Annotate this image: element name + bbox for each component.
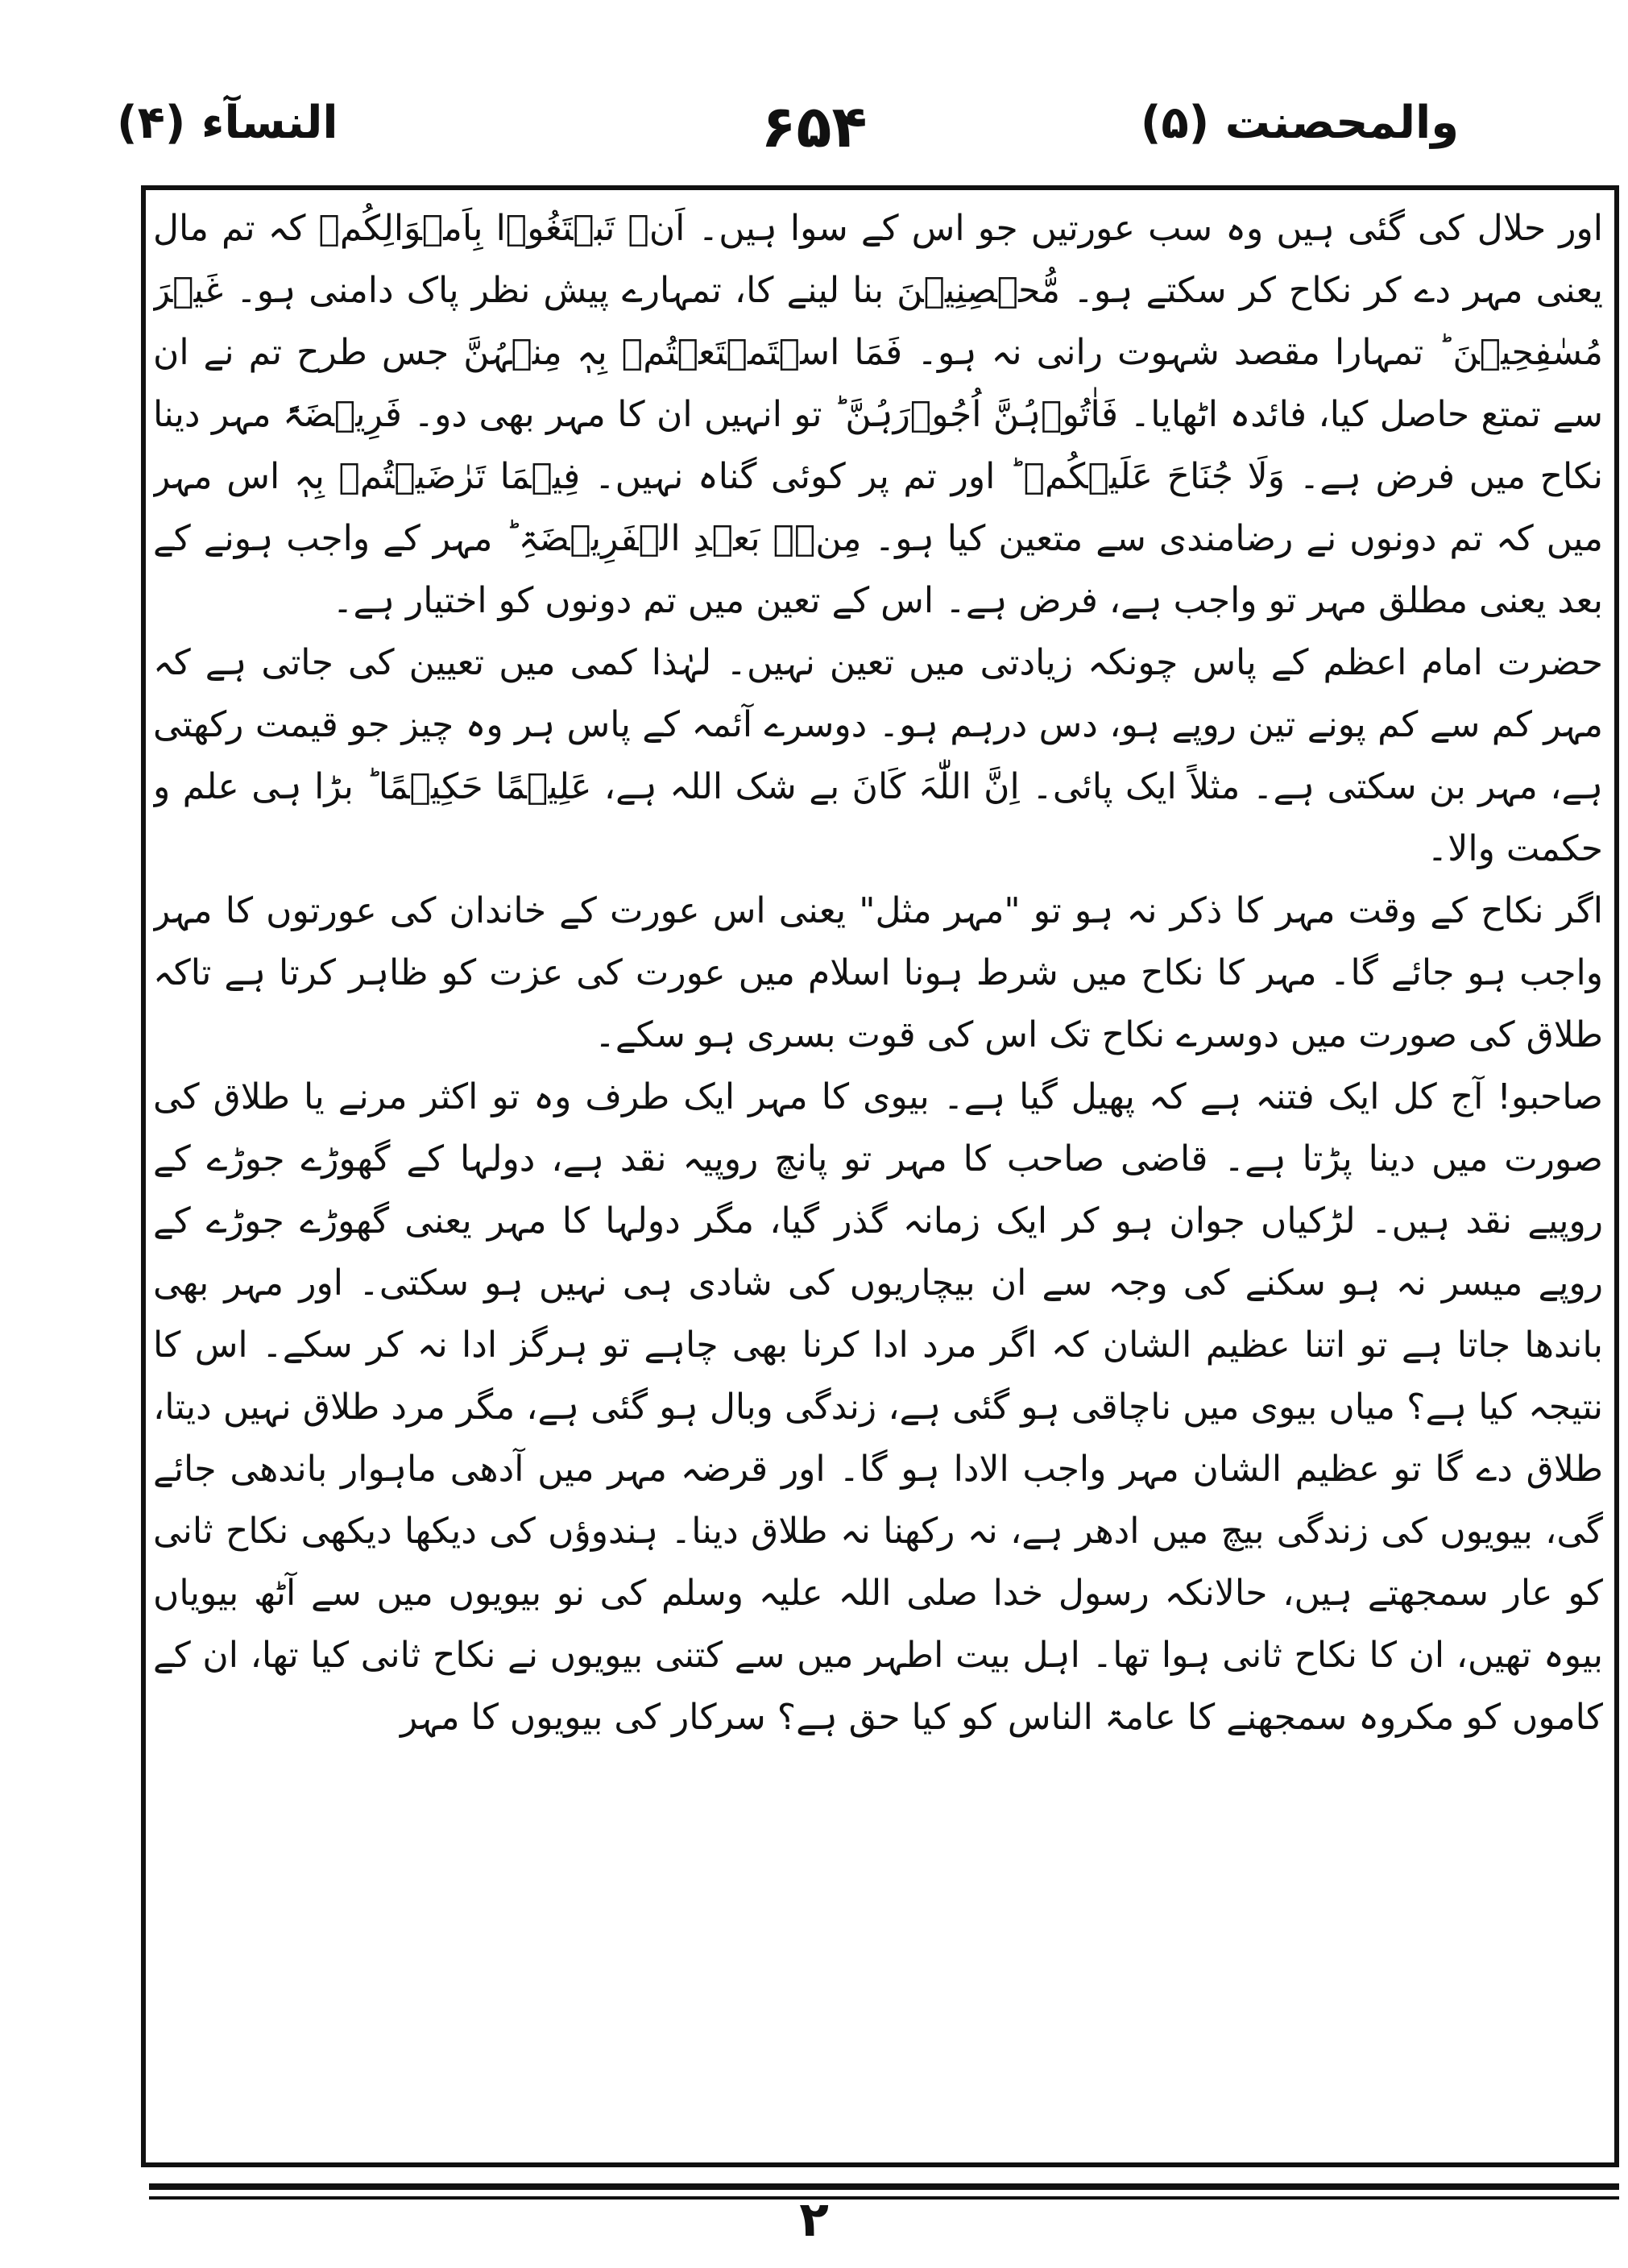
footer-mark: ۲ <box>799 2191 829 2248</box>
paragraph-1: اور حلال کی گئی ہیں وہ سب عورتیں جو اس کے سوا ہیں۔ اَنۡ تَبۡتَغُوۡا بِاَمۡوَالِکُمۡ کہ تم مال یعنی مہر دے کر نکاح کر سکتے ہو۔ مُّحۡصِنِیۡنَ بنا لینے کا، تمہارے پیش نظر پاک دامنی ہو۔ غَیۡرَ مُسٰفِحِیۡنَ ؕ تمہارا مقصد شہوت رانی نہ ہو۔ فَمَا اسۡتَمۡتَعۡتُمۡ بِہٖ مِنۡہُنَّ جس طرح تم نے ان سے تمتع حاصل کیا، فائدہ اٹھایا۔ فَاٰتُوۡہُنَّ اُجُوۡرَہُنَّ ؕ تو انہیں ان کا مہر بھی دو۔ فَرِیۡضَۃً مہر دینا نکاح میں فرض ہے۔ وَلَا جُنَاحَ عَلَیۡکُمۡ ؕ اور تم پر کوئی گناہ نہیں۔ فِیۡمَا تَرٰضَیۡتُمۡ بِہٖ اس مہر میں کہ تم دونوں نے رضامندی سے متعین کیا ہو۔ مِنۡۢ بَعۡدِ الۡفَرِیۡضَۃِ ؕ مہر کے واجب ہونے کے بعد یعنی مطلق مہر تو واجب ہے، فرض ہے۔ اس کے تعین میں تم دونوں کو اختیار ہے۔ <box>153 208 1603 621</box>
paragraph-3: اگر نکاح کے وقت مہر کا ذکر نہ ہو تو "مہر مثل" یعنی اس عورت کے خاندان کی عورتوں کا مہر واجب ہو جائے گا۔ مہر کا نکاح میں شرط ہونا اسلام میں عورت کی عزت کو ظاہر کرتا ہے تاکہ طلاق کی صورت میں دوسرے نکاح تک اس کی قوت بسری ہو سکے۔ <box>153 890 1603 1055</box>
header-surah-name: النسآء (۴) <box>117 97 338 149</box>
commentary-body <box>153 197 1603 2155</box>
paragraph-2: حضرت امام اعظم کے پاس چونکہ زیادتی میں تعین نہیں۔ لہٰذا کمی میں تعیین کی جاتی ہے کہ مہر کم سے کم پونے تین روپے ہو، دس درہم ہو۔ دوسرے آئمہ کے پاس ہر وہ چیز جو قیمت رکھتی ہے، مہر بن سکتی ہے۔ مثلاً ایک پائی۔ اِنَّ اللّٰہَ کَانَ بے شک اللہ ہے، عَلِیۡمًا حَکِیۡمًا ؕ بڑا ہی علم و حکمت والا۔ <box>153 642 1603 869</box>
paragraph-4: صاحبو! آج کل ایک فتنہ ہے کہ پھیل گیا ہے۔ بیوی کا مہر ایک طرف وہ تو اکثر مرنے یا طلاق کی صورت میں دینا پڑتا ہے۔ قاضی صاحب کا مہر تو پانچ روپیہ نقد ہے، دولہا کے گھوڑے جوڑے کے روپیے نقد ہیں۔ لڑکیاں جوان ہو کر ایک زمانہ گذر گیا، مگر دولہا کا مہر یعنی گھوڑے جوڑے کے روپے میسر نہ ہو سکنے کی وجہ سے ان بیچاریوں کی شادی ہی نہیں ہو سکتی۔ اور مہر بھی باندھا جاتا ہے تو اتنا عظیم الشان کہ اگر مرد ادا کرنا بھی چاہے تو ہرگز ادا نہ کر سکے۔ اس کا نتیجہ کیا ہے؟ میاں بیوی میں ناچاقی ہو گئی ہے، زندگی وبال ہو گئی ہے، مگر مرد طلاق نہیں دیتا، طلاق دے گا تو عظیم الشان مہر واجب الادا ہو گا۔ اور قرضہ مہر میں آدھی ماہوار باندھی جائے گی، بیویوں کی زندگی بیچ میں ادھر ہے، نہ رکھنا نہ طلاق دینا۔ ہندوؤں کی دیکھا دیکھی نکاح ثانی کو عار سمجھتے ہیں، حالانکہ رسول خدا صلی اللہ علیہ وسلم کی نو بیویوں میں سے آٹھ بیویاں بیوہ تھیں، ان کا نکاح ثانی ہوا تھا۔ اہل بیت اطہر میں سے کتنی بیویوں نے نکاح ثانی کیا تھا، ان کے کاموں کو مکروہ سمجھنے کا عامۃ الناس کو کیا حق ہے؟ سرکار کی بیویوں کا مہر <box>153 1076 1603 1738</box>
page-number: ۶۵۴ <box>760 93 868 160</box>
header-surah-part: والمحصنت (۵) <box>1140 97 1459 149</box>
footer-rule <box>149 2183 1619 2190</box>
